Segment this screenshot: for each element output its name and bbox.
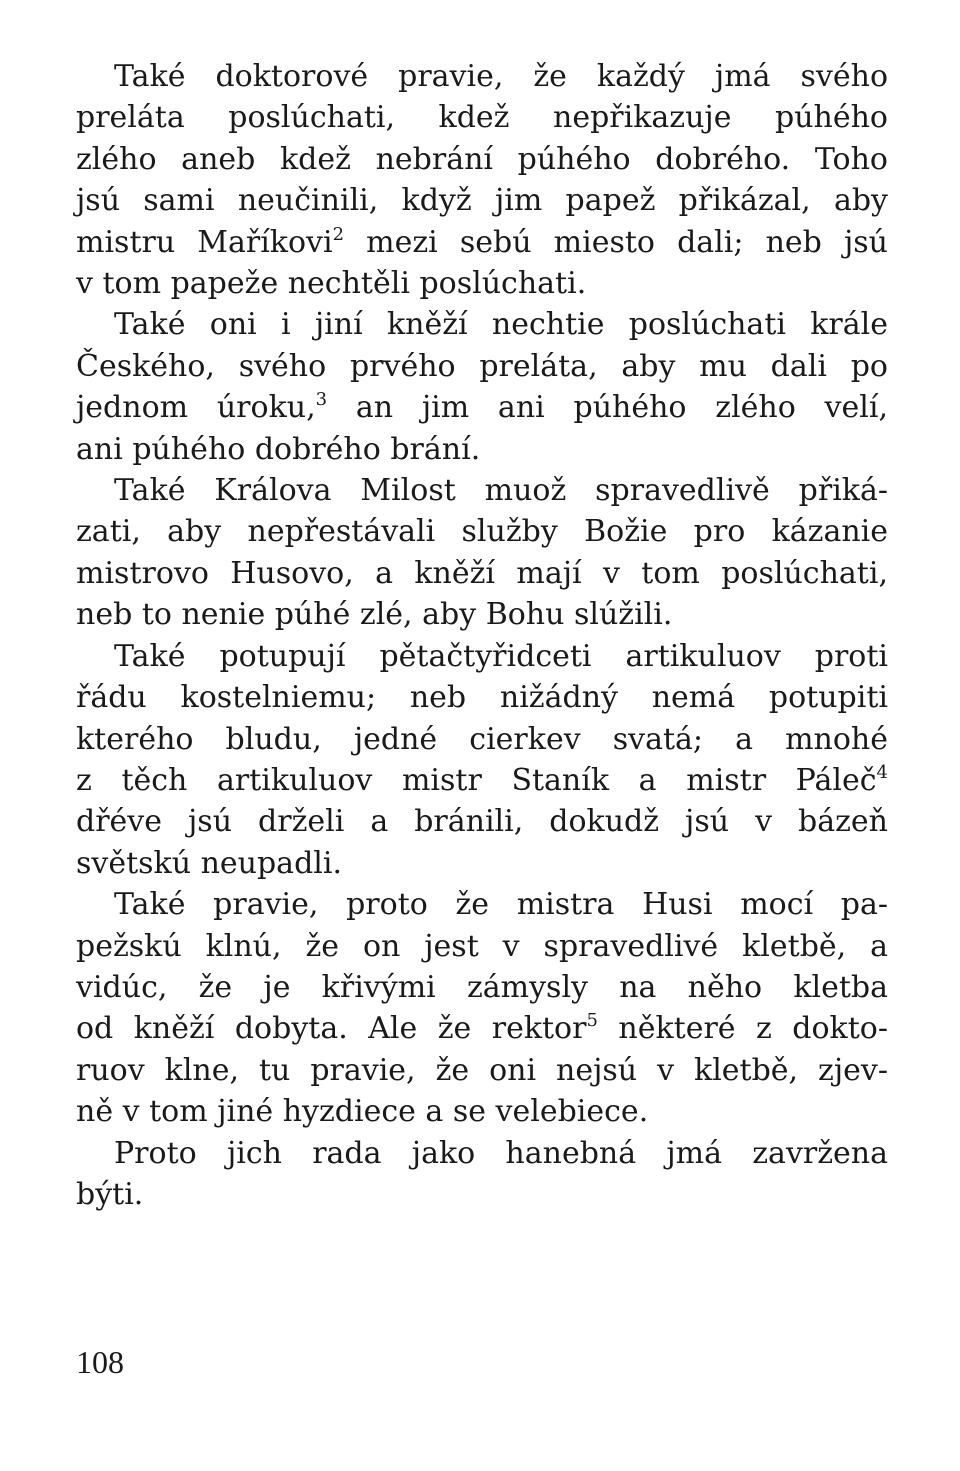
footnote-marker: 4 (876, 761, 888, 783)
text-segment: kterého bludu, jedné cierkev svatá; a mnohé (76, 721, 888, 757)
paragraph (76, 470, 888, 636)
text-segment: jsú sami neučinili, když jim papež přikázal, aby (76, 183, 888, 219)
text-line (76, 56, 888, 97)
text-segment: pežskú klnú, že on jest v spravedlivé kletbě, a (76, 928, 888, 964)
text-line (76, 429, 888, 470)
text-line (76, 636, 888, 677)
paragraph (76, 636, 888, 884)
text-line (76, 139, 888, 180)
text-line (76, 387, 888, 428)
text-segment: vidúc, že je křivými zámysly na něho kletba (76, 969, 888, 1005)
text-segment: neb to nenie púhé zlé, aby Bohu slúžili. (76, 597, 673, 633)
text-segment: an jim ani púhého zlého velí, (327, 390, 888, 426)
text-line (76, 346, 888, 387)
text-line (76, 594, 888, 635)
text-line (76, 1133, 888, 1174)
text-line (76, 843, 888, 884)
text-segment: některé z dokto- (597, 1011, 888, 1047)
text-segment: Také potupují pětačtyřidceti artikuluov proti (114, 638, 888, 674)
page-body (76, 56, 888, 1215)
text-segment: Také Králova Milost muož spravedlivě přiká- (114, 473, 888, 509)
text-line (76, 222, 888, 263)
text-line (76, 1050, 888, 1091)
text-segment: jednom úroku, (76, 390, 316, 426)
text-segment: zati, aby nepřestávali služby Božie pro kázanie (76, 514, 888, 550)
text-segment: mistru Maříkovi (76, 224, 333, 260)
text-line (76, 97, 888, 138)
text-line (76, 180, 888, 221)
paragraph (76, 304, 888, 470)
text-line (76, 1091, 888, 1132)
text-line (76, 801, 888, 842)
text-line (76, 263, 888, 304)
text-segment: řádu kostelniemu; neb nižádný nemá potupiti (76, 680, 888, 716)
text-line (76, 470, 888, 511)
text-line (76, 553, 888, 594)
text-line (76, 677, 888, 718)
page-number: 108 (76, 1344, 124, 1380)
text-segment: Proto jich rada jako hanebná jmá zavržena (114, 1135, 888, 1171)
text-line (76, 1174, 888, 1215)
footnote-marker: 2 (332, 223, 345, 245)
text-segment: ně v tom jiné hyzdiece a se velebiece. (76, 1094, 649, 1130)
text-segment: ani púhého dobrého brání. (76, 431, 481, 467)
footnote-marker: 5 (586, 1010, 598, 1032)
paragraph (76, 1133, 888, 1216)
text-segment: dřéve jsú drželi a bránili, dokudž jsú v bázeň (76, 804, 888, 840)
text-line (76, 511, 888, 552)
text-segment: preláta poslúchati, kdež nepřikazuje púhého (76, 100, 888, 136)
text-line (76, 967, 888, 1008)
text-segment: mistrovo Husovo, a kněží mají v tom poslúchati, (76, 555, 888, 591)
text-segment: světskú neupadli. (76, 845, 343, 881)
footnote-marker: 3 (315, 389, 328, 411)
text-segment: v tom papeže nechtěli poslúchati. (76, 266, 587, 302)
text-line (76, 884, 888, 925)
text-segment: mezi sebú miesto dali; neb jsú (344, 224, 888, 260)
text-line (76, 760, 888, 801)
text-segment: býti. (76, 1176, 144, 1212)
paragraph (76, 56, 888, 304)
text-line (76, 304, 888, 345)
text-segment: od kněží dobyta. Ale že rektor (76, 1011, 587, 1047)
text-segment: Také doktorové pravie, že každý jmá svého (114, 59, 888, 94)
text-segment: zlého aneb kdež nebrání púhého dobrého. Toho (76, 141, 888, 177)
text-segment: Českého, svého prvého preláta, aby mu dali po (76, 348, 888, 384)
text-segment: Také pravie, proto že mistra Husi mocí pa- (114, 887, 888, 923)
text-segment: Také oni i jiní kněží nechtie poslúchati krále (114, 307, 888, 343)
paragraph (76, 884, 888, 1132)
text-line (76, 926, 888, 967)
text-segment: z těch artikuluov mistr Staník a mistr Páleč (76, 762, 877, 798)
text-line (76, 1008, 888, 1049)
text-line (76, 719, 888, 760)
text-segment: ruov klne, tu pravie, že oni nejsú v kletbě, zjev- (76, 1052, 888, 1088)
